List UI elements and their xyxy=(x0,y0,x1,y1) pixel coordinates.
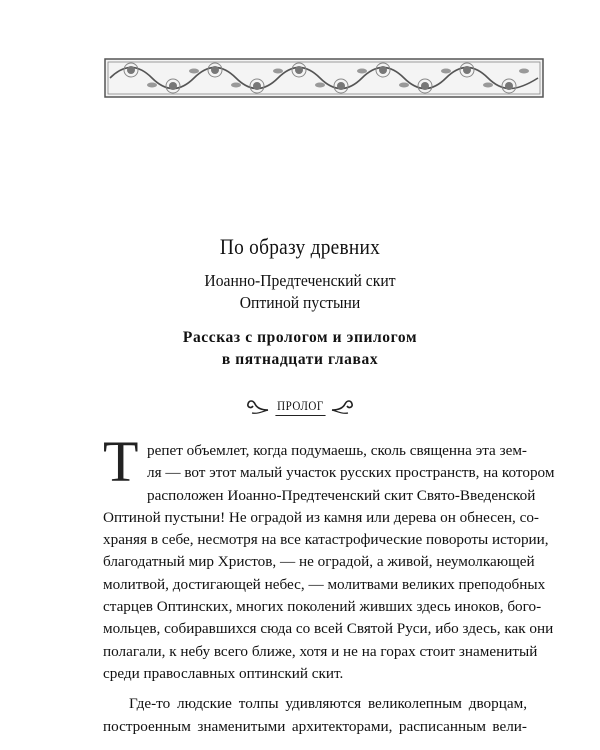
tagline xyxy=(0,327,600,371)
page-title: По образу древних xyxy=(219,234,381,259)
body-text xyxy=(103,440,555,738)
text-line: Где-то людские толпы удивляются великолепным дворцам, xyxy=(129,695,527,713)
subtitle-line: Оптиной пустыни xyxy=(239,293,361,312)
text-line: мольцев, собиравшихся сюда со всей Святой Руси, ибо здесь, как они xyxy=(103,620,554,638)
left-flourish-icon xyxy=(247,398,269,416)
right-flourish-icon xyxy=(331,398,353,416)
text-line: ля — вот этот малый участок русских пространств, на котором xyxy=(147,464,555,482)
ornamental-border-icon xyxy=(104,58,544,98)
paragraph xyxy=(103,440,555,685)
drop-cap: Т xyxy=(103,429,139,494)
subtitle-line: Иоанно-Предтеченский скит xyxy=(204,271,396,290)
text-line: благодатный мир Христов, — не оградой, а живой, неумолкающей xyxy=(103,553,535,571)
subtitle xyxy=(24,270,576,314)
text-line: храняя в себе, несмотря на все катастрофические повороты истории, xyxy=(103,531,549,549)
paragraph xyxy=(103,693,527,738)
text-line: старцев Оптинских, многих поколений живших здесь иноков, бого- xyxy=(103,598,542,616)
tagline-line: Рассказ с прологом и эпилогом xyxy=(182,329,418,346)
tagline-line: в пятнадцати главах xyxy=(221,351,379,368)
text-line: полагали, к небу всего ближе, хотя и не на горах стоит знаменитый xyxy=(103,642,538,660)
text-line: расположен Иоанно-Предтеченский скит Свято-Введенской xyxy=(147,486,536,504)
text-line: построенным знаменитыми архитекторами, расписанным вели- xyxy=(103,717,527,735)
section-label: ПРОЛОГ xyxy=(275,398,325,416)
text-line: молитвой, достигающей небес, — молитвами великих преподобных xyxy=(103,575,546,593)
text-line: репет объемлет, когда подумаешь, сколь священна эта зем- xyxy=(147,442,527,459)
text-line: среди православных оптинский скит. xyxy=(103,664,344,682)
section-heading xyxy=(0,398,600,416)
text-line: Оптиной пустыни! Не оградой из камня или дерева он обнесен, со- xyxy=(103,508,539,526)
